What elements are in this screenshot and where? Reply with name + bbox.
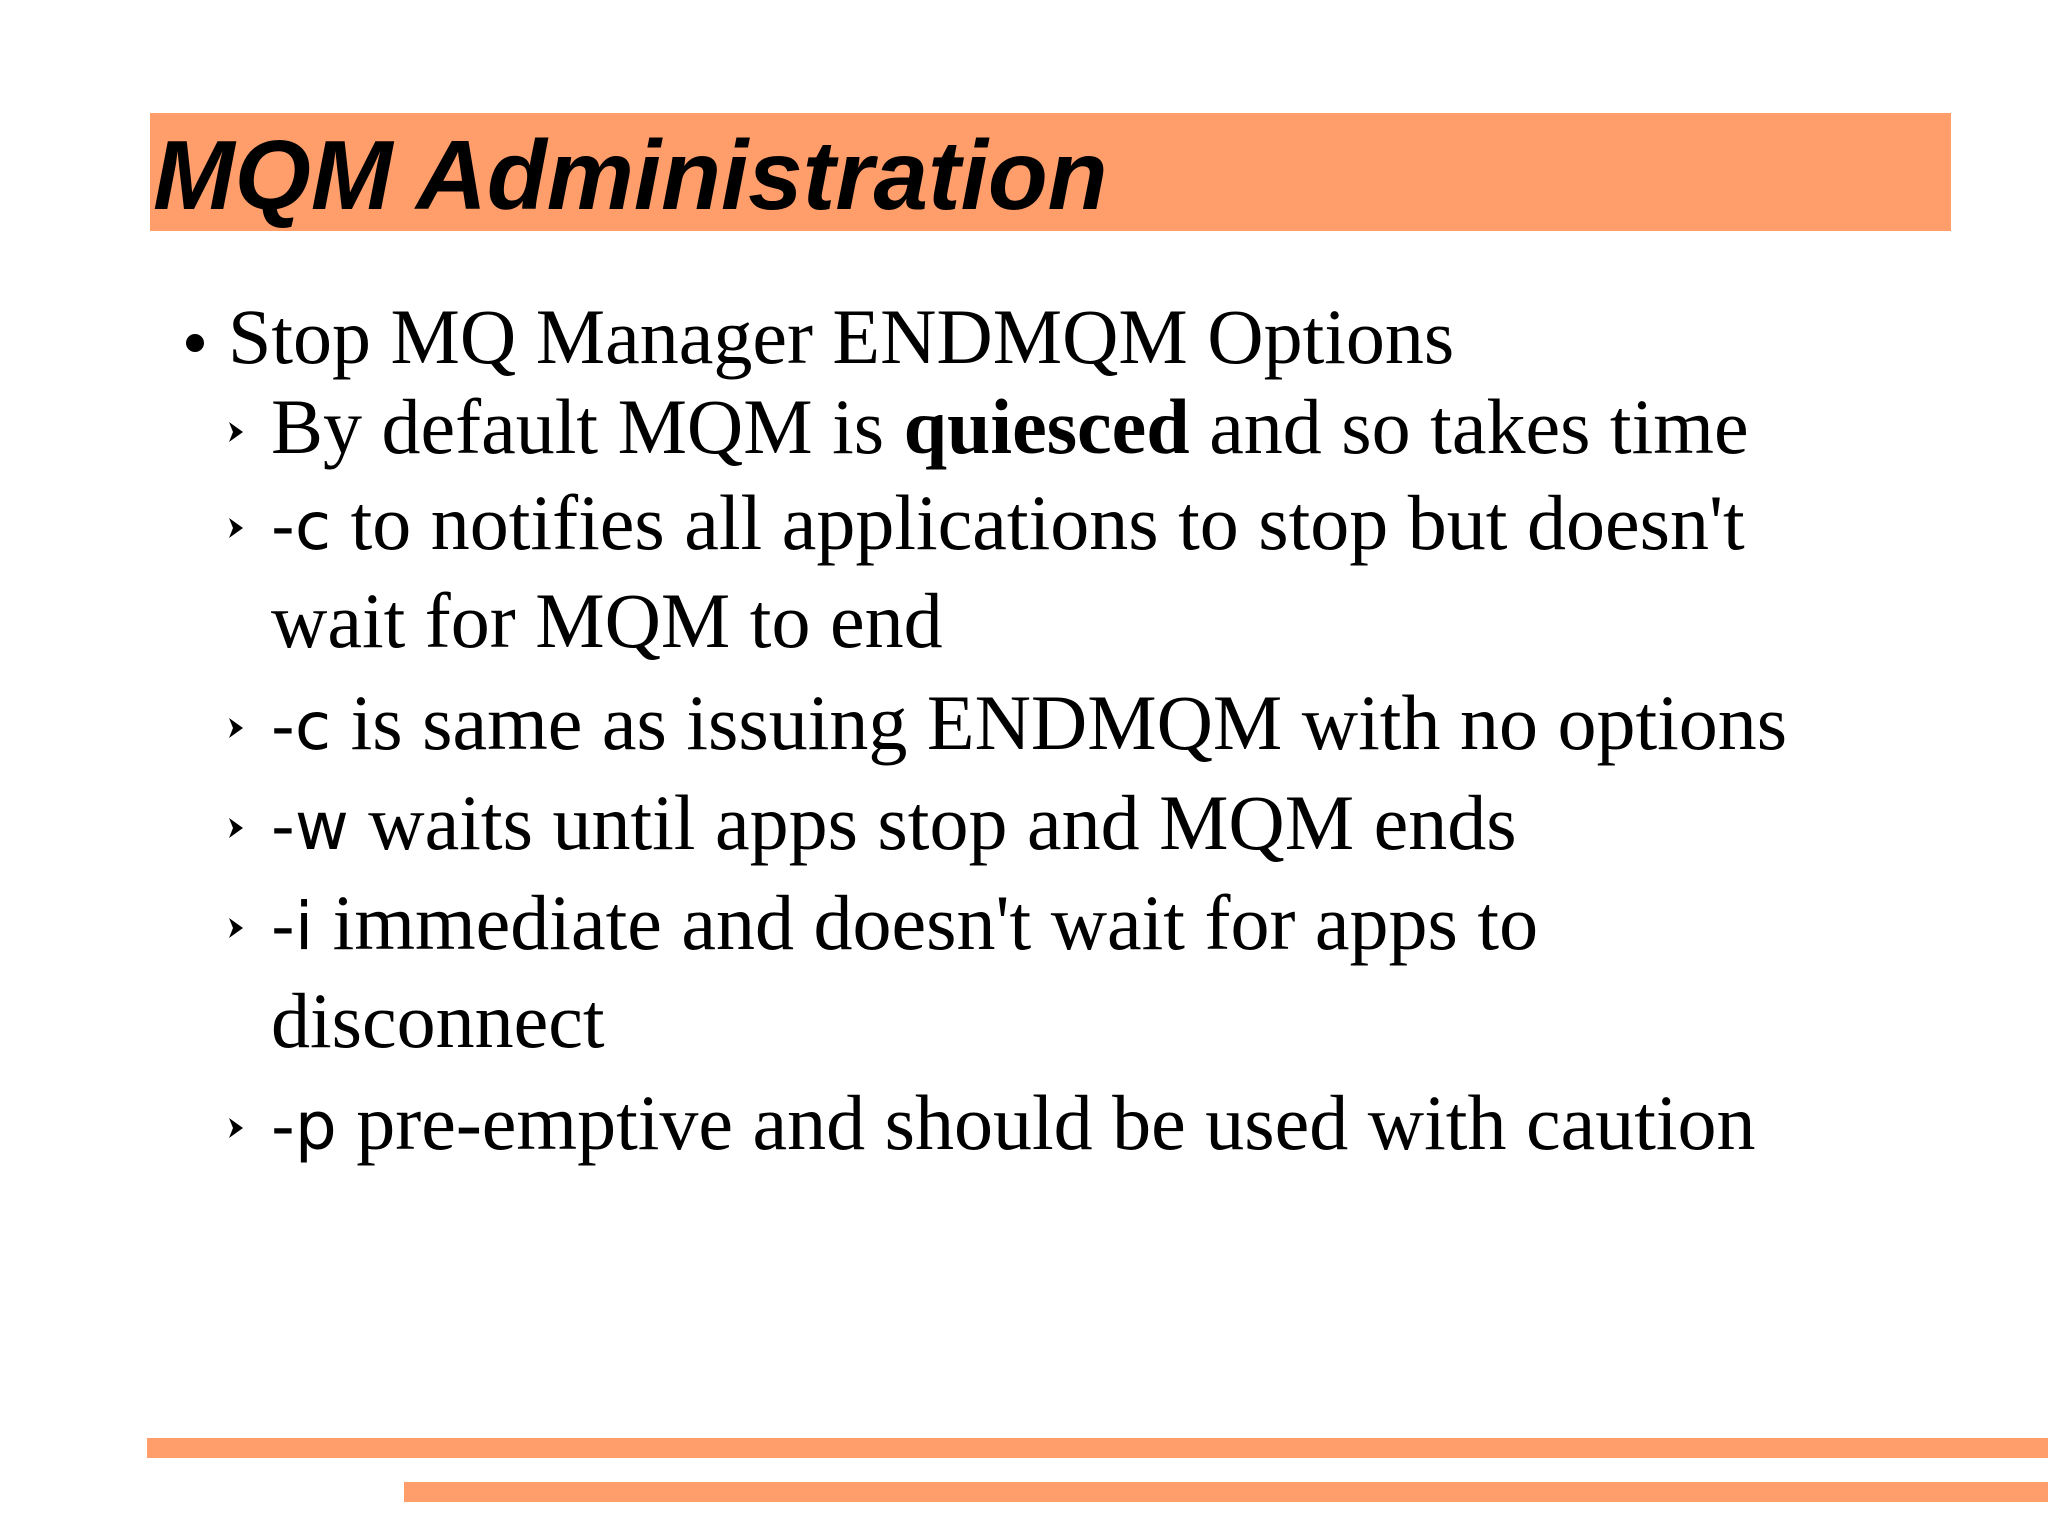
option-flag: -c <box>271 688 332 765</box>
option-flag: -c <box>271 488 332 565</box>
footer-rule-lower <box>404 1482 2048 1502</box>
sub-item-text-body: waits until apps stop and MQM ends <box>348 779 1517 866</box>
sub-item-text-pre: By default MQM is <box>271 383 904 470</box>
arrowhead-icon <box>229 1118 243 1138</box>
arrowhead-icon <box>229 818 243 838</box>
sub-item-text-line1: to notifies all applications to stop but doesn't <box>331 479 1745 566</box>
option-flag: -w <box>271 788 349 865</box>
option-flag: -p <box>271 1088 337 1165</box>
arrowhead-icon <box>229 422 243 442</box>
sub-item-text-line2: disconnect <box>271 977 605 1064</box>
sub-item-text-line1: immediate and doesn't wait for apps to <box>313 879 1539 966</box>
sub-item-text-bold: quiesced <box>903 383 1190 470</box>
sub-item-text <box>271 474 1745 576</box>
dot-icon <box>186 334 204 352</box>
sub-item-text-line2: wait for MQM to end <box>271 577 943 664</box>
sub-item-text-body: is same as issuing ENDMQM with no options <box>331 679 1788 766</box>
arrowhead-icon <box>229 918 243 938</box>
slide-title: MQM Administration <box>153 120 1108 230</box>
option-flag: -i <box>271 888 314 965</box>
main-bullet-text: Stop MQ Manager ENDMQM Options <box>228 293 1455 380</box>
sub-item-text-body: pre-emptive and should be used with caution <box>336 1079 1756 1166</box>
sub-item-text <box>271 774 1517 876</box>
arrowhead-icon <box>229 518 243 538</box>
arrowhead-icon <box>229 718 243 738</box>
sub-item-text <box>271 874 1538 976</box>
footer-rule-upper <box>147 1438 2048 1458</box>
sub-item-text <box>271 378 1749 476</box>
sub-item-text-post: and so takes time <box>1189 383 1749 470</box>
sub-item-text <box>271 1074 1756 1176</box>
sub-item-text <box>271 674 1787 776</box>
